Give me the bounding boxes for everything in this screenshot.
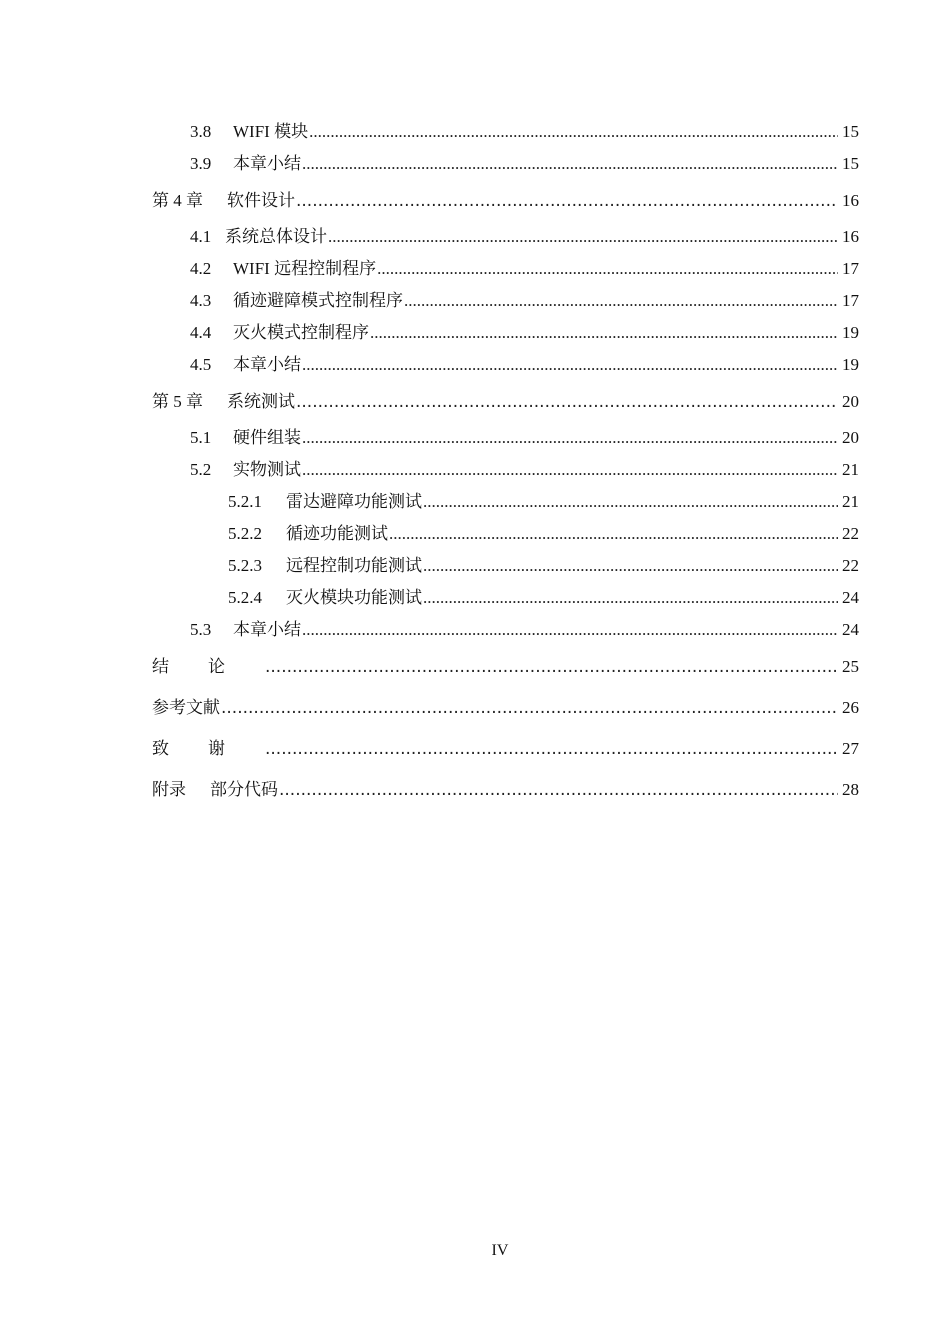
toc-entry-5-2-1[interactable] [152,486,859,518]
subsection-title: 循迹功能测试 [286,524,388,543]
section-number: 4.1 [190,227,212,246]
subsection-number: 5.2.4 [228,588,262,607]
page-number: 24 [842,588,859,607]
toc-entry-chapter-4[interactable] [152,180,859,221]
dot-leader [302,454,838,486]
subsection-title: 灭火模块功能测试 [286,588,422,607]
page-number: 19 [842,323,859,342]
section-title: 本章小结 [233,620,301,639]
dot-leader [265,647,838,688]
section-number: 4.5 [190,355,212,374]
toc-entry-5-3[interactable] [152,614,859,646]
section-title: 系统总体设计 [225,227,327,246]
page-number: 21 [842,492,859,511]
chapter-title: 部分代码 [210,780,278,800]
section-title: WIFI 远程控制程序 [233,259,377,278]
page-number: 17 [842,291,859,310]
dot-leader [404,285,838,317]
chapter-title: 系统测试 [227,392,295,412]
section-number: 5.1 [190,428,212,447]
toc-entry-3-9[interactable] [152,148,859,180]
dot-leader [302,349,838,381]
dot-leader [296,181,838,222]
chapter-title: 结论 [152,657,264,677]
toc-entry-3-8[interactable] [152,116,859,148]
dot-leader [328,221,838,253]
toc-entry-5-2[interactable] [152,454,859,486]
dot-leader [302,148,838,180]
section-number: 4.2 [190,259,212,278]
toc-entry-chapter-5[interactable] [152,381,859,422]
toc-entry-acknowledgements[interactable] [152,728,859,769]
toc-entry-5-2-4[interactable] [152,582,859,614]
page-number: 15 [842,154,859,173]
chapter-title: 软件设计 [227,191,295,211]
page-number: 25 [842,657,859,676]
chapter-title: 致谢 [152,739,264,759]
dot-leader [302,614,838,646]
chapter-number: 第 4 章 [152,191,203,210]
section-title: 本章小结 [233,355,301,374]
page-number: 22 [842,524,859,543]
page-number: 28 [842,780,859,799]
page-number: 17 [842,259,859,278]
subsection-number: 5.2.3 [228,556,262,575]
page-number: 16 [842,227,859,246]
subsection-title: 远程控制功能测试 [286,556,422,575]
toc-entry-appendix[interactable] [152,769,859,810]
toc-entry-4-3[interactable] [152,285,859,317]
page-number: 15 [842,122,859,141]
toc-entry-4-1[interactable] [152,221,859,253]
section-number: 4.4 [190,323,212,342]
dot-leader [296,382,838,423]
toc-entry-5-1[interactable] [152,422,859,454]
subsection-number: 5.2.1 [228,492,262,511]
section-title: 本章小结 [233,154,301,173]
page-number: 20 [842,392,859,411]
toc-entry-4-5[interactable] [152,349,859,381]
page-number: 20 [842,428,859,447]
page-number: 16 [842,191,859,210]
dot-leader [279,770,838,811]
dot-leader [377,253,838,285]
toc-entry-4-4[interactable] [152,317,859,349]
toc-entry-references[interactable] [152,687,859,728]
toc-entry-4-2[interactable] [152,253,859,285]
page-number: 26 [842,698,859,717]
page-number: 19 [842,355,859,374]
section-number: 3.8 [190,122,212,141]
section-title: 硬件组装 [233,428,301,447]
page-number: 21 [842,460,859,479]
section-number: 4.3 [190,291,212,310]
toc-entry-5-2-3[interactable] [152,550,859,582]
dot-leader [265,729,838,770]
footer-page-number: IV [491,1242,509,1259]
section-number: 5.2 [190,460,212,479]
page-number: 22 [842,556,859,575]
section-title: 循迹避障模式控制程序 [233,291,403,310]
toc-entry-conclusion[interactable] [152,646,859,687]
chapter-title: 参考文献 [152,698,220,718]
chapter-number: 第 5 章 [152,392,203,411]
page-number: 24 [842,620,859,639]
dot-leader [370,317,838,349]
section-number: 5.3 [190,620,212,639]
table-of-contents [152,116,859,810]
dot-leader [389,518,838,550]
section-title: WIFI 模块 [233,122,309,141]
page-number: 27 [842,739,859,758]
subsection-title: 雷达避障功能测试 [286,492,422,511]
dot-leader [423,582,838,614]
dot-leader [221,688,838,729]
appendix-label: 附录 [152,780,186,800]
section-number: 3.9 [190,154,212,173]
dot-leader [309,116,838,148]
toc-entry-5-2-2[interactable] [152,518,859,550]
dot-leader [423,550,838,582]
subsection-number: 5.2.2 [228,524,262,543]
section-title: 灭火模式控制程序 [233,323,369,342]
section-title: 实物测试 [233,460,301,479]
dot-leader [423,486,838,518]
dot-leader [302,422,838,454]
